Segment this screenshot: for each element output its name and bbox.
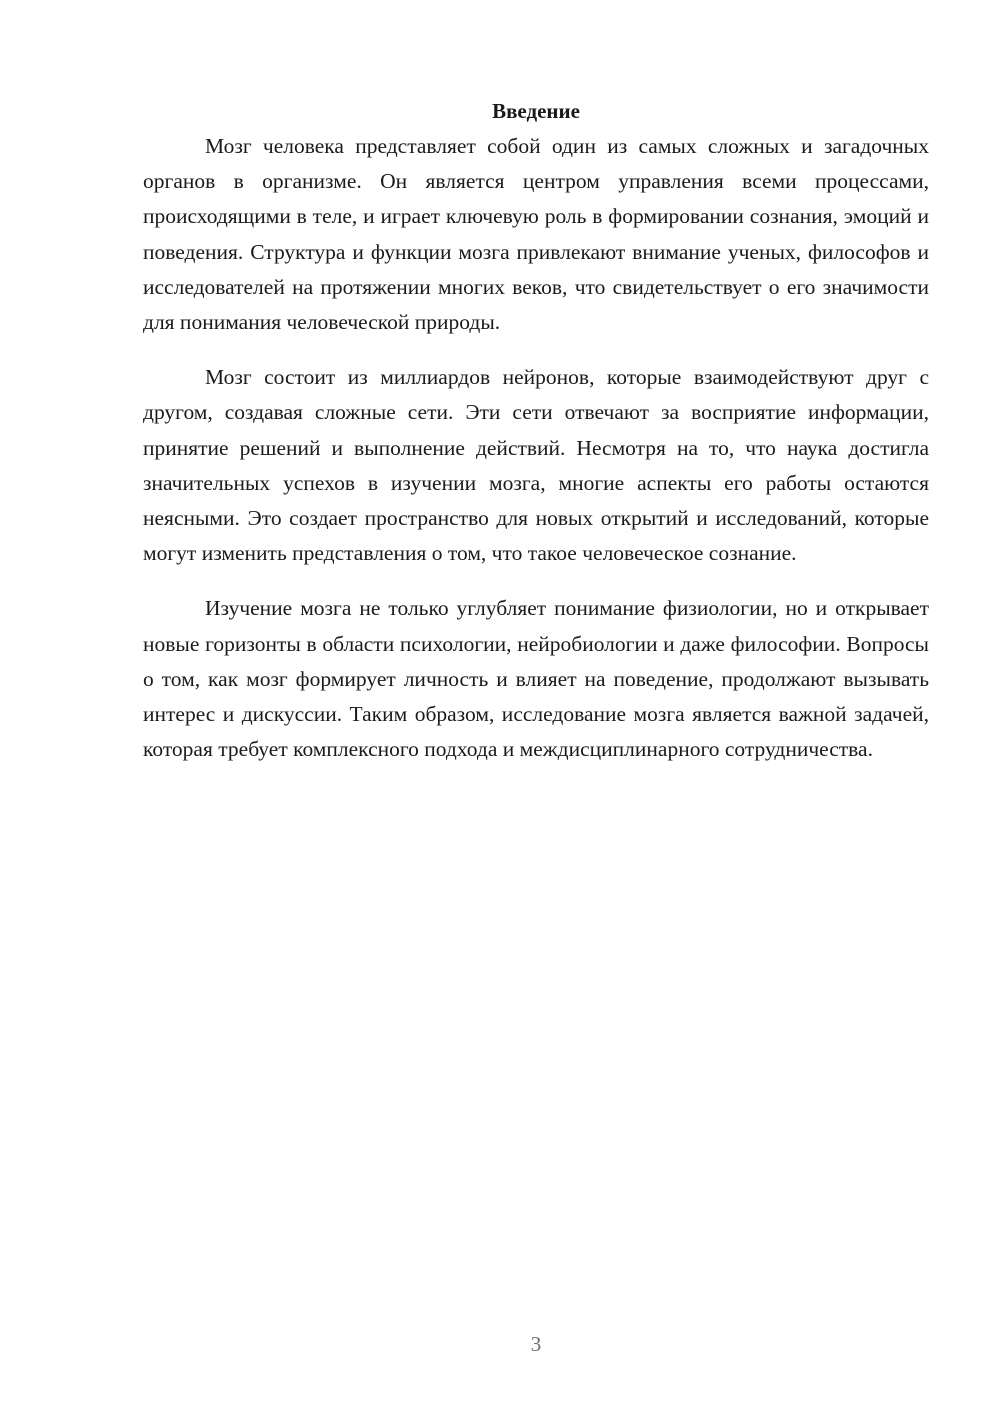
paragraph-3: Изучение мозга не только углубляет понимание физиологии, но и открывает новые горизонты в области психологии, нейробиологии и даже философии. Вопросы о том, как мозг формирует личность и влияет на поведение, продолжают вызывать интерес и дискуссии. Таким образом, исследование мозга является важной задачей, которая требует комплексного подхода и междисциплинарного сотрудничества. (143, 596, 929, 762)
page-content (143, 95, 929, 787)
section-heading: Введение (492, 99, 580, 123)
page-number: 3 (530, 1332, 542, 1356)
paragraph-1: Мозг человека представляет собой один из самых сложных и загадочных органов в организме. Он является центром управления всеми процессами, происходящими в теле, и играет ключевую роль в формировании сознания, эмоций и поведения. Структура и функции мозга привлекают внимание ученых, философов и исследователей на протяжении многих веков, что свидетельствует о его значимости для понимания человеческой природы. (143, 134, 929, 335)
paragraph-2: Мозг состоит из миллиардов нейронов, которые взаимодействуют друг с другом, создавая сложные сети. Эти сети отвечают за восприятие информации, принятие решений и выполнение действий. Несмотря на то, что наука достигла значительных успехов в изучении мозга, многие аспекты его работы остаются неясными. Это создает пространство для новых открытий и исследований, которые могут изменить представления о том, что такое человеческое сознание. (143, 365, 929, 566)
